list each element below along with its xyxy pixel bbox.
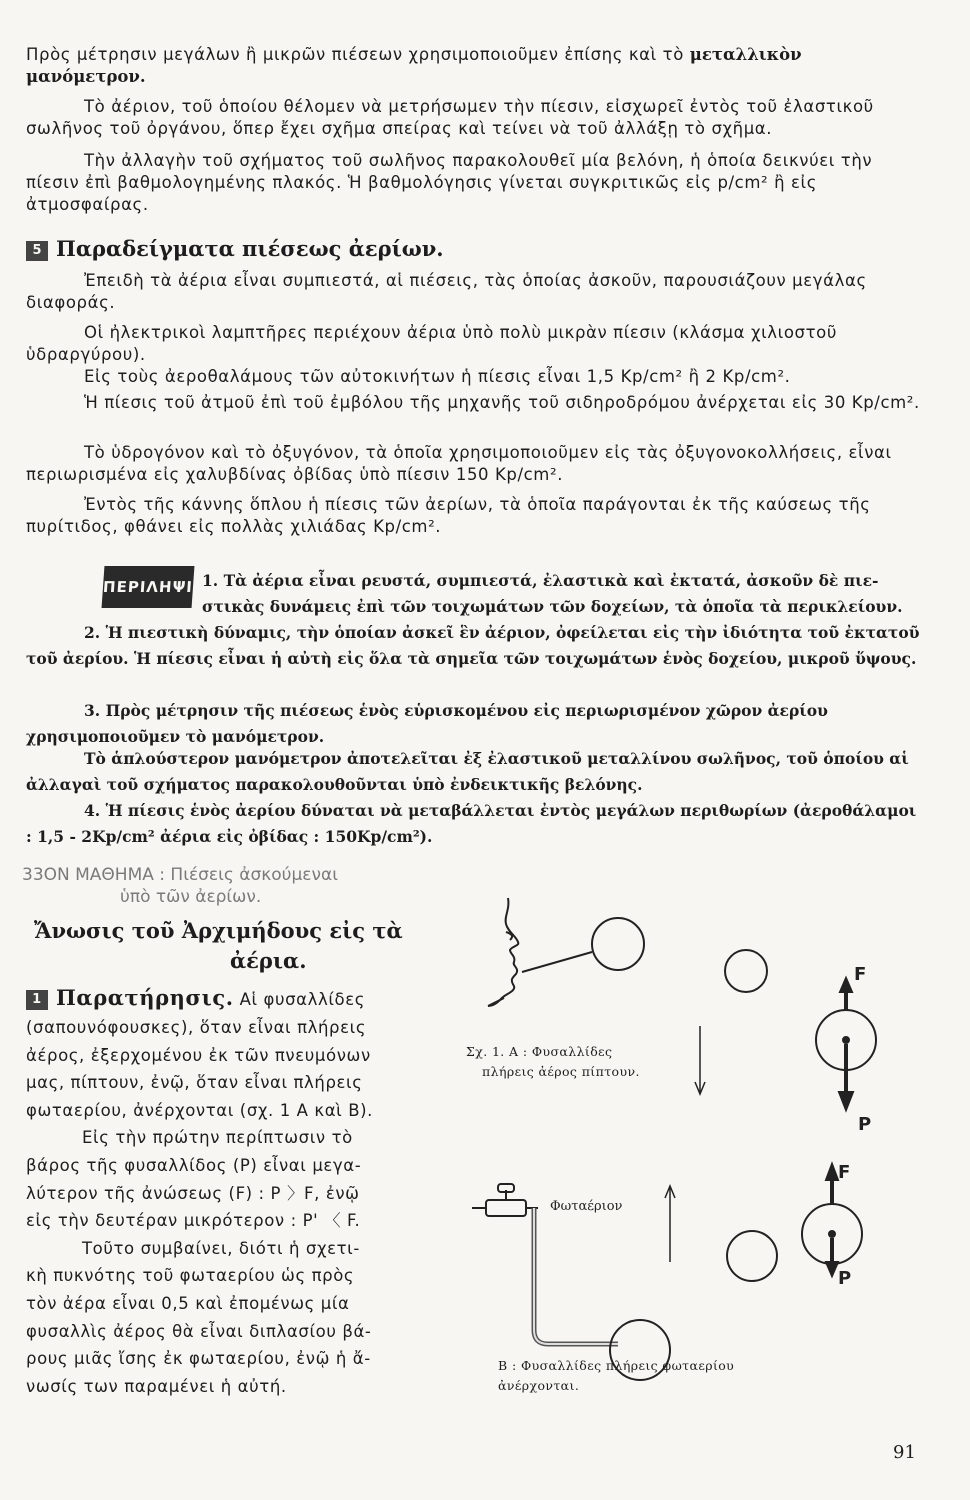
section-5-heading: 5 Παραδείγματα πιέσεως ἀερίων. [26,236,926,261]
paragraph-needle: Τὴν ἀλλαγὴν τοῦ σχήματος τοῦ σωλῆνος παρακολουθεῖ μία βελόνη, ἡ ὁποία δεικνύει τὴν πίεσιν ἐπὶ βαθμολογημένης πλακός. Ἡ βαθμολόγησις γίνεται συγκριτικῶς εἰς p/cm² ἢ εἰς ἀτμοσφαίρας. [26,151,873,214]
summary-item-1: 1. Τὰ ἀέρια εἶναι ρευστά, συμπιεστά, ἐλαστικὰ καὶ ἐκτατά, ἀσκοῦν δὲ πιε- στικὰς δυνάμεις ἐπὶ τῶν τοιχωμάτων τῶν δοχείων, τὰ ὁποῖα τὰ περικλείουν. [202,571,903,616]
gas-label: Φωταέριον [550,1199,623,1214]
section-1-heading: 1 Παρατήρησις. Αἱ φυσαλλίδες [26,984,426,1014]
section-1-body: (σαπουνόφουσκες), ὅταν εἶναι πλήρεις ἀέρος, ἐξερχομένου ἐκ τῶν πνευμόνων μας, πίπτουν, ἐνῷ, ὅταν εἶναι πλήρεις φωταερίου, ἀνέρχονται (σχ. 1 Α καὶ Β). Εἰς τὴν πρώτην περίπτωσιν τὸ βάρος τῆς φυσαλλίδος (Ρ) εἶναι μεγα- λύτερον τῆς ἀνώσεως (F) : P 〉F, ἐνῷ εἰς τὴν δευτέραν μικρότερον : P' 〈 F. Τοῦτο συμβαίνει, διότι ἡ σχετι- κὴ πυκνότης τοῦ φωταερίου ὡς πρὸς τὸν ἀέρα εἶναι 0,5 καὶ ἐπομένως μία φυσαλλὶς ἀέρος θὰ εἶναι διπλασίου βά- ρους μιᾶς ἴσης ἐκ φωταερίου, ἐνῷ ἡ ἄ- νωσίς των παραμένει ἡ αὐτή. [26,1018,374,1396]
lesson-note: 33ΟΝ ΜΑΘΗΜΑ : Πιέσεις ἀσκούμεναι ὑπὸ τῶν ἀερίων. [22,865,338,907]
paragraph-welding: Τὸ ὑδρογόνον καὶ τὸ ὀξυγόνον, τὰ ὁποῖα χρησιμοποιοῦμεν εἰς τὰς ὀξυγονοκολλήσεις, εἶναι περιωρισμένα εἰς χαλυβδίνας ὀβίδας ὑπὸ πίεσιν 150 Kp/cm². [26,443,892,484]
summary-item-3b: Τὸ ἁπλούστερον μανόμετρον ἀποτελεῖται ἐξ ἐλαστικοῦ μεταλλίνου σωλῆνος, τοῦ ὁποίου αἱ ἀλλαγαὶ τοῦ σχήματος παρακολουθοῦνται ὑπὸ ἐνδεικτικῆς βελόνης. [26,749,909,794]
gas-tube [534,1208,618,1344]
section-number-icon: 5 [26,241,48,261]
paragraph-gun: Ἐντὸς τῆς κάννης ὅπλου ἡ πίεσις τῶν ἀερίων, τὰ ὁποῖα παράγονται ἐκ τῆς καύσεως τῆς πυρίτιδος, φθάνει εἰς πολλὰς χιλιάδας Kp/cm². [26,495,871,536]
label-f: F [854,964,867,985]
label-p: P [858,1114,872,1135]
bubble-rising-b [727,1231,777,1281]
summary-item-4: 4. Ἡ πίεσις ἑνὸς ἀερίου δύναται νὰ μεταβάλλεται ἐντὸς μεγάλων περιθωρίων (ἀεροθάλαμοι : 1,5 - 2Kp/cm² ἀέρια εἰς ὀβίδας : 150Kp/cm²). [26,801,917,846]
force-down-arrow-icon [839,1092,853,1110]
paragraph-tyres: Εἰς τοὺς ἀεροθαλάμους τῶν αὐτοκινήτων ἡ πίεσις εἶναι 1,5 Kp/cm² ἢ 2 Kp/cm². [84,367,791,386]
straw-line-a [522,952,592,972]
label-f2: F [838,1162,851,1183]
figure-caption-a: Σχ. 1. Α : Φυσαλλίδες πλήρεις ἀέρος πίπτουν. [466,1044,640,1079]
paragraph-lamps: Οἱ ἠλεκτρικοὶ λαμπτῆρες περιέχουν ἀέρια ὑπὸ πολὺ μικρὰν πίεσιν (κλάσμα χιλιοστοῦ ὑδραργύρου). [26,323,837,364]
summary-item-2: 2. Ἡ πιεστικὴ δύναμις, τὴν ὁποίαν ἀσκεῖ ἓν ἀέριον, ὀφείλεται εἰς τὴν ἰδιότητα τοῦ ἐκτατοῦ τοῦ ἀερίου. Ἡ πίεσις εἶναι ἡ αὐτὴ εἰς ὅλα τὰ σημεῖα τῶν τοιχωμάτων ἑνὸς δοχείου, μικροῦ ὕψους. [26,623,920,668]
page-number: 91 [893,1442,916,1463]
bubble-attached-a [592,918,644,970]
section-1 [26,984,426,1400]
summary-tag: ΠΕΡΙΛΗΨΙΣ [102,566,195,608]
force-down-arrow-b-icon [826,1262,838,1276]
summary-item-3: 3. Πρὸς μέτρησιν τῆς πιέσεως ἑνὸς εὑρισκομένου εἰς περιωρισμένον χῶρον ἀερίου χρησιμοποιοῦμεν τὸ μανόμετρον. [26,701,828,746]
force-up-arrow-b-icon [826,1164,838,1180]
gas-tap-icon [486,1200,526,1216]
bubble-falling-a [725,950,767,992]
section-number-icon: 1 [26,990,48,1010]
figure-caption-b: Β : Φυσαλλίδες πλήρεις φωταερίου ἀνέρχονται. [498,1358,735,1393]
chapter-title: Ἄνωσις τοῦ Ἀρχιμήδους εἰς τὰ ἀέρια. [34,918,403,973]
paragraph-steam: Ἡ πίεσις τοῦ ἀτμοῦ ἐπὶ τοῦ ἐμβόλου τῆς μηχανῆς τοῦ σιδηροδρόμου ἀνέρχεται εἰς 30 Kp/cm². [84,393,920,412]
paragraph-compressible: Ἐπειδὴ τὰ ἀέρια εἶναι συμπιεστά, αἱ πιέσεις, τὰς ὁποίας ἀσκοῦν, παρουσιάζουν μεγάλας διαφοράς. [26,271,867,312]
face-profile-icon [488,898,518,1006]
paragraph-gas-tube: Τὸ ἀέριον, τοῦ ὁποίου θέλομεν νὰ μετρήσωμεν τὴν πίεσιν, εἰσχωρεῖ ἐντὸς τοῦ ἐλαστικοῦ σωλῆνος τοῦ ὀργάνου, ὅπερ ἔχει σχῆμα σπείρας καὶ τείνει νὰ τοῦ ἀλλάξῃ τὸ σχῆμα. [26,97,874,138]
label-p2: P [838,1268,852,1289]
bubbles-figure [440,880,900,1400]
paragraph-metallic-manometer: Πρὸς μέτρησιν μεγάλων ἢ μικρῶν πιέσεων χρησιμοποιοῦμεν ἐπίσης καὶ τὸ μεταλλικὸν μανόμετρον. [26,45,802,86]
force-up-arrow-icon [840,978,852,992]
